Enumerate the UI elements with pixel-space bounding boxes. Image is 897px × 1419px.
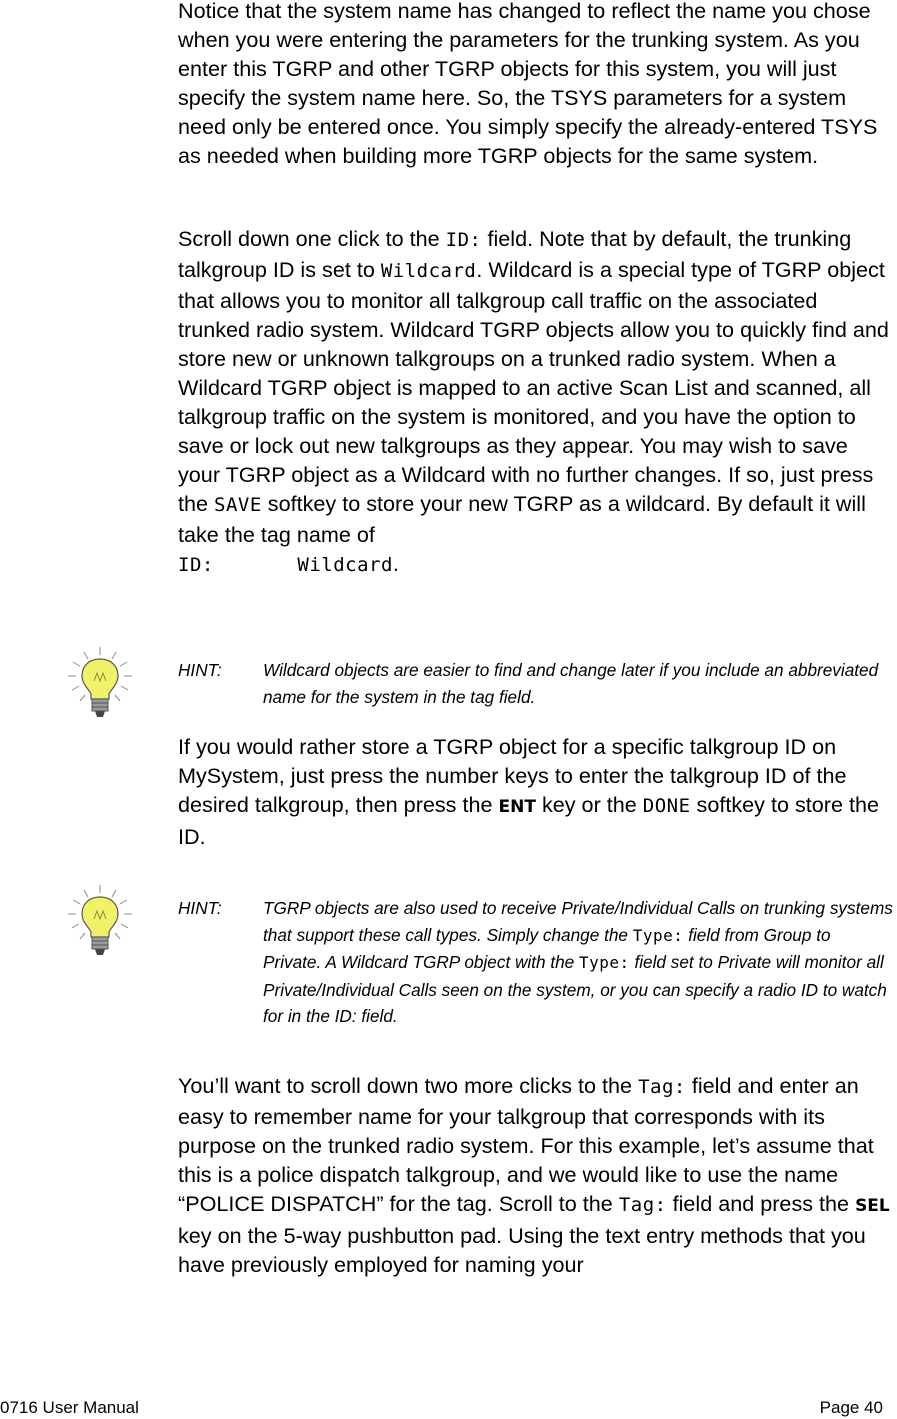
hint-box-1 xyxy=(178,657,893,710)
hint-text: Wildcard objects are easier to find and change later if you include an abbreviated name for the system in the tag field. xyxy=(263,660,879,707)
lightbulb-icon xyxy=(66,645,134,721)
paragraph-wildcard: Scroll down one click to the ID: field. Note that by default, the trunking talkgroup ID is set to Wildcard. Wildcard is a special type of TGRP object that allows you to monitor all talkgroup call traffic on the associated trunked radio system. Wildcard TGRP objects allow you to quickly find and store new or unknown talkgroups on a trunked radio system. When a Wildcard TGRP object is mapped to an active Scan List and scanned, all talkgroup traffic on the system is monitored, and you have the option to save or lock out new talkgroups as they appear. You may wish to save your TGRP object as a Wildcard with no further changes. If so, just press the SAVE softkey to store your new TGRP as a wildcard. By default it will take the tag name of ID: Wildcard. xyxy=(178,226,889,576)
ent-key-label: ENT xyxy=(498,797,536,817)
paragraph-tag-field: You’ll want to scroll down two more clicks to the Tag: field and enter an easy to remember name for your talkgroup that corresponds with its purpose on the trunked radio system. For this example, let’s assume that this is a police dispatch talkgroup, and we would like to use the name “POLICE DISPATCH” for the tag. Scroll to the Tag: field and press the SEL key on the 5-way pushbutton pad. Using the text entry methods that you have previously employed for naming your xyxy=(178,1073,890,1277)
footer-page-number: Page 40 xyxy=(819,1398,883,1417)
lcd-id-field: ID: xyxy=(445,229,482,251)
lcd-tag-field: Tag: xyxy=(638,1076,686,1098)
lcd-type-field: Type: xyxy=(632,925,684,945)
hint-box-2 xyxy=(178,895,893,1030)
lcd-tag-field: Tag: xyxy=(618,1194,667,1216)
hint-label: HINT: xyxy=(178,660,222,680)
lightbulb-icon xyxy=(66,883,134,959)
hint-label: HINT: xyxy=(178,898,222,918)
lcd-type-field: Type: xyxy=(579,953,630,972)
lcd-wildcard-value: Wildcard xyxy=(380,260,477,282)
sel-key-label: SEL xyxy=(855,1196,890,1216)
paragraph-system-name: Notice that the system name has changed to reflect the name you chose when you were entering the parameters for the trunking system. As you enter this TGRP and other TGRP objects for this system, you will just specify the system name here. So, the TSYS parameters for a system need only be entered once. You simply specify the already-entered TSYS as needed when building more TGRP objects for the same system. xyxy=(178,0,878,168)
lcd-save-softkey: SAVE xyxy=(214,494,262,516)
footer-manual-title: 0716 User Manual xyxy=(0,1398,139,1417)
lcd-default-tag: ID: Wildcard xyxy=(178,554,393,576)
lcd-done-softkey: DONE xyxy=(642,795,691,817)
paragraph-specific-talkgroup: If you would rather store a TGRP object for a specific talkgroup ID on MySystem, just press the number keys to enter the talkgroup ID of the desired talkgroup, then press the ENT key or the DONE softkey to store the ID. xyxy=(178,734,879,849)
hint-text: TGRP objects are also used to receive Private/Individual Calls on trunking systems that support these call types. Simply change the Type: field from Group to Private. A Wildcard TGRP object with the Type: field set to Private will monitor all Private/Individual Calls seen on the system, or you can specify a radio ID to watch for in the ID: field. xyxy=(263,898,893,1026)
